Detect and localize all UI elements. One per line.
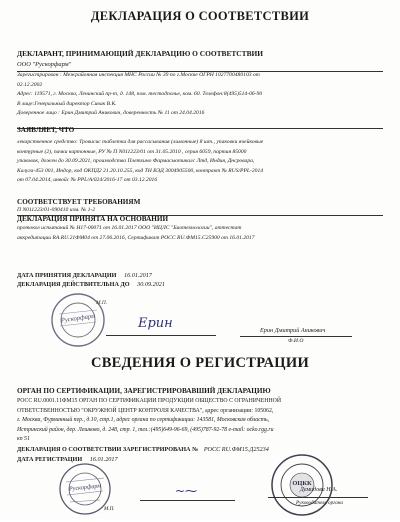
- declarant-line: В лице:Генеральный директор Сивак В.К.: [17, 100, 117, 107]
- stamp-mp-bottom: М.П.: [104, 506, 115, 512]
- declarant-line: Зарегистрирован : Межрайонная инспекция МНС России № 39 по г.Москве ОГРН 1027700480103 от: [17, 72, 260, 78]
- claim-line: контурные (2), пачки картонные, РУ № П N011223/01 от 31.05.2010 , серия 6059, партия 85000: [17, 148, 247, 155]
- signature-line: [140, 500, 235, 501]
- reg-date-value: 16.01.2017: [89, 456, 118, 463]
- valid-until-label: ДЕКЛАРАЦИЯ ДЕЙСТВИТЕЛЬНА ДО: [17, 281, 130, 288]
- reg-number-label: ДЕКЛАРАЦИЯ О СООТВЕТСТВИИ ЗАРЕГИСТРИРОВАНА №: [17, 446, 199, 453]
- signature-line: [106, 335, 216, 336]
- basis-line: протокол испытаний № Н17-00071 от 16.01.2017 ООО "ИЦЛС "Биотехнологии", аттестат: [17, 225, 242, 231]
- organ-line: кп 51: [17, 436, 30, 443]
- claim-line: Калуга-453 001, Индор, код ОКПД2 21.20.10.255, код ТН ВЭД 3004905500, контракт № RUS/PPL-2014: [17, 167, 264, 174]
- claim-line: от 07.04.2014, инвойс № PPL/A/024/2016-17 от 03.12.2016: [17, 177, 158, 184]
- stamp-text: Рускорфарм: [68, 482, 102, 493]
- signer-name-line: [240, 336, 352, 337]
- date-accepted-row: [17, 272, 152, 279]
- signer-caption: Ф.И.О: [288, 338, 304, 344]
- organ-line: ОТВЕТСТВЕННОСТЬЮ "ОКРУЖНОЙ ЦЕНТР КОНТРОЛЯ КАЧЕСТВА", адрес организации: 105062,: [17, 407, 274, 414]
- stamp-text: ОЦКК: [292, 480, 312, 487]
- registration-signature: ~⁓: [175, 484, 198, 498]
- date-accepted-value: 16.01.2017: [124, 272, 152, 279]
- requirements-header: СООТВЕТСТВУЕТ ТРЕБОВАНИЯМ: [17, 198, 141, 206]
- reg-number-value: РОСС RU.ФМ15.Д25234: [203, 446, 269, 453]
- declarant-name: ООО "Рускорфарм": [17, 61, 72, 68]
- basis-line: аккредитации RA.RU.21ФМ04 от 27.06.2016, Сертификат РОСС RU.ФМ15.С25900 от 16.01.2017: [17, 234, 255, 241]
- declarant-header: ДЕКЛАРАНТ, ПРИНИМАЮЩИЙ ДЕКЛАРАЦИЮ О СООТВЕТСТВИИ: [17, 49, 263, 58]
- reg-date-label: ДАТА РЕГИСТРАЦИИ: [17, 456, 83, 463]
- basis-header: ДЕКЛАРАЦИЯ ПРИНЯТА НА ОСНОВАНИИ: [17, 215, 169, 223]
- reg-number-row: [17, 446, 269, 453]
- head-caption: Руководитель органа: [296, 500, 344, 506]
- declarant-line: Адрес: 119571, г. Москва, Ленинский пр-т, д. 148, пом. тестодполье, ком. 60. Телефон:8(495)514-06-90: [17, 91, 263, 98]
- valid-until-row: [17, 281, 165, 288]
- organ-header: ОРГАН ПО СЕРТИФИКАЦИИ, ЗАРЕГИСТРИРОВАВШИЙ ДЕКЛАРАЦИЮ: [17, 387, 271, 395]
- organ-line: Истринский район, дер. Лешково, д. 248, стр. 1, тел.:(495)649-96-69, (495)787-92-78 e-mail: ocko.rgg.ru: [17, 426, 274, 433]
- stamp-text: Рускорфарм: [60, 312, 96, 325]
- organ-details: [17, 397, 389, 445]
- organ-line: г. Москва, Фурманный пер., д.10, стр.1, адрес органа по сертификации: 143581, Московская область,: [17, 417, 270, 424]
- valid-until-value: 30.09.2021: [137, 281, 165, 288]
- claim-details: [17, 138, 389, 186]
- head-name: Демидова Н.А.: [300, 487, 338, 493]
- declaration-title: ДЕКЛАРАЦИЯ О СООТВЕТСТВИИ: [90, 9, 310, 23]
- declarant-line: Доверенное лицо : Ерин Дмитрий Аникович, доверенность № 11 от 24.04.2016: [17, 110, 205, 117]
- declarant-line: 02.12.2002: [17, 81, 43, 88]
- declarant-details: [17, 71, 387, 119]
- signature-scribble: Ерин: [138, 316, 173, 331]
- head-name-line: [268, 497, 368, 498]
- basis-details: [17, 224, 389, 243]
- stamp-mp: М.П.: [96, 300, 108, 306]
- requirements-value: П N011223/01-090410 изм. № 1-2: [17, 207, 96, 213]
- claim-line: лекарственное средство: Тровисис таблетки для рассасывания (лимонные) 8 шт., упаковки ячейковые: [17, 139, 264, 145]
- claim-line: упаковок, дожен до 30.09.2021, производства Плетхино Фармасьютикалс Лтд, Индия, Днсровара,: [17, 158, 255, 165]
- registration-title: СВЕДЕНИЯ О РЕГИСТРАЦИИ: [90, 355, 310, 371]
- claim-header: ЗАЯВЛЯЕТ, ЧТО: [17, 126, 75, 134]
- certification-body-stamp: [270, 453, 334, 517]
- organ-line: РОСС RU.0001.11ФМ15 ОРГАН ПО СЕРТИФИКАЦИИ ПРОДУКЦИИ ОБЩЕСТВО С ОГРАНИЧЕННОЙ: [17, 398, 282, 404]
- signer-name: Ерин Дмитрий Аникович: [260, 327, 326, 334]
- date-accepted-label: ДАТА ПРИНЯТИЯ ДЕКЛАРАЦИИ: [17, 272, 117, 279]
